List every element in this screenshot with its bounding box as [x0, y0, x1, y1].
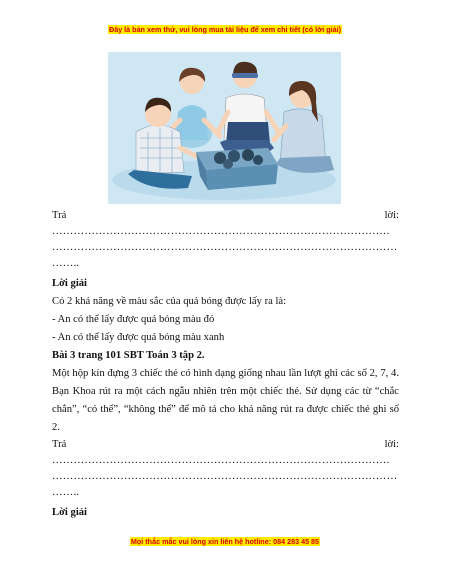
solution-line: - An có thể lấy được quả bóng màu đỏ — [52, 314, 215, 325]
preview-notice-text: Đây là bản xem thử, vui lòng mua tài liệu để xem chi tiết (có lời giải) — [109, 25, 341, 34]
children-playing-illustration — [108, 52, 341, 204]
exercise-title: Bài 3 trang 101 SBT Toán 3 tập 2. — [52, 350, 205, 361]
preview-notice-banner — [0, 25, 450, 34]
exercise-body: Một hộp kín đựng 3 chiếc thẻ có hình dạng giống nhau lần lượt ghi các số 2, 7, 4. Bạn Khoa rút ra một cách ngẫu nhiên trên một chiếc thẻ. Sử dụng các từ “chắc chắn”, “có thể”, “không thể” để mô tả cho khả năng rút ra được chiếc thẻ ghi số 2. — [52, 368, 399, 433]
answer-dotted-line: …………………………………………………………………………………. — [52, 226, 390, 237]
hotline-text: Mọi thắc mắc vui lòng xin liên hệ hotline: 084 283 45 85 — [130, 537, 320, 546]
solution-heading: Lời giải — [52, 278, 88, 289]
answer-dotted-line: …….. — [52, 258, 80, 269]
answer-dotted-line: …………………………………………………………………………………… — [52, 242, 398, 253]
answer-label-left: Trả — [52, 210, 67, 221]
document-body — [52, 208, 399, 522]
solution-line: Có 2 khả năng về màu sắc của quả bóng được lấy ra là: — [52, 296, 287, 307]
answer-label-row — [52, 437, 399, 453]
answer-label-row — [52, 208, 399, 224]
answer-dotted-line: …………………………………………………………………………………. — [52, 455, 390, 466]
answer-dotted-line: …….. — [52, 487, 80, 498]
solution-heading: Lời giải — [52, 507, 88, 518]
solution-line: - An có thể lấy được quả bóng màu xanh — [52, 332, 225, 343]
answer-dotted-line: …………………………………………………………………………………… — [52, 471, 398, 482]
answer-label-right: lời: — [384, 439, 399, 450]
box-with-balls — [196, 148, 278, 190]
answer-label-right: lời: — [384, 210, 399, 221]
answer-label-left: Trả — [52, 439, 67, 450]
hotline-banner — [0, 537, 450, 546]
